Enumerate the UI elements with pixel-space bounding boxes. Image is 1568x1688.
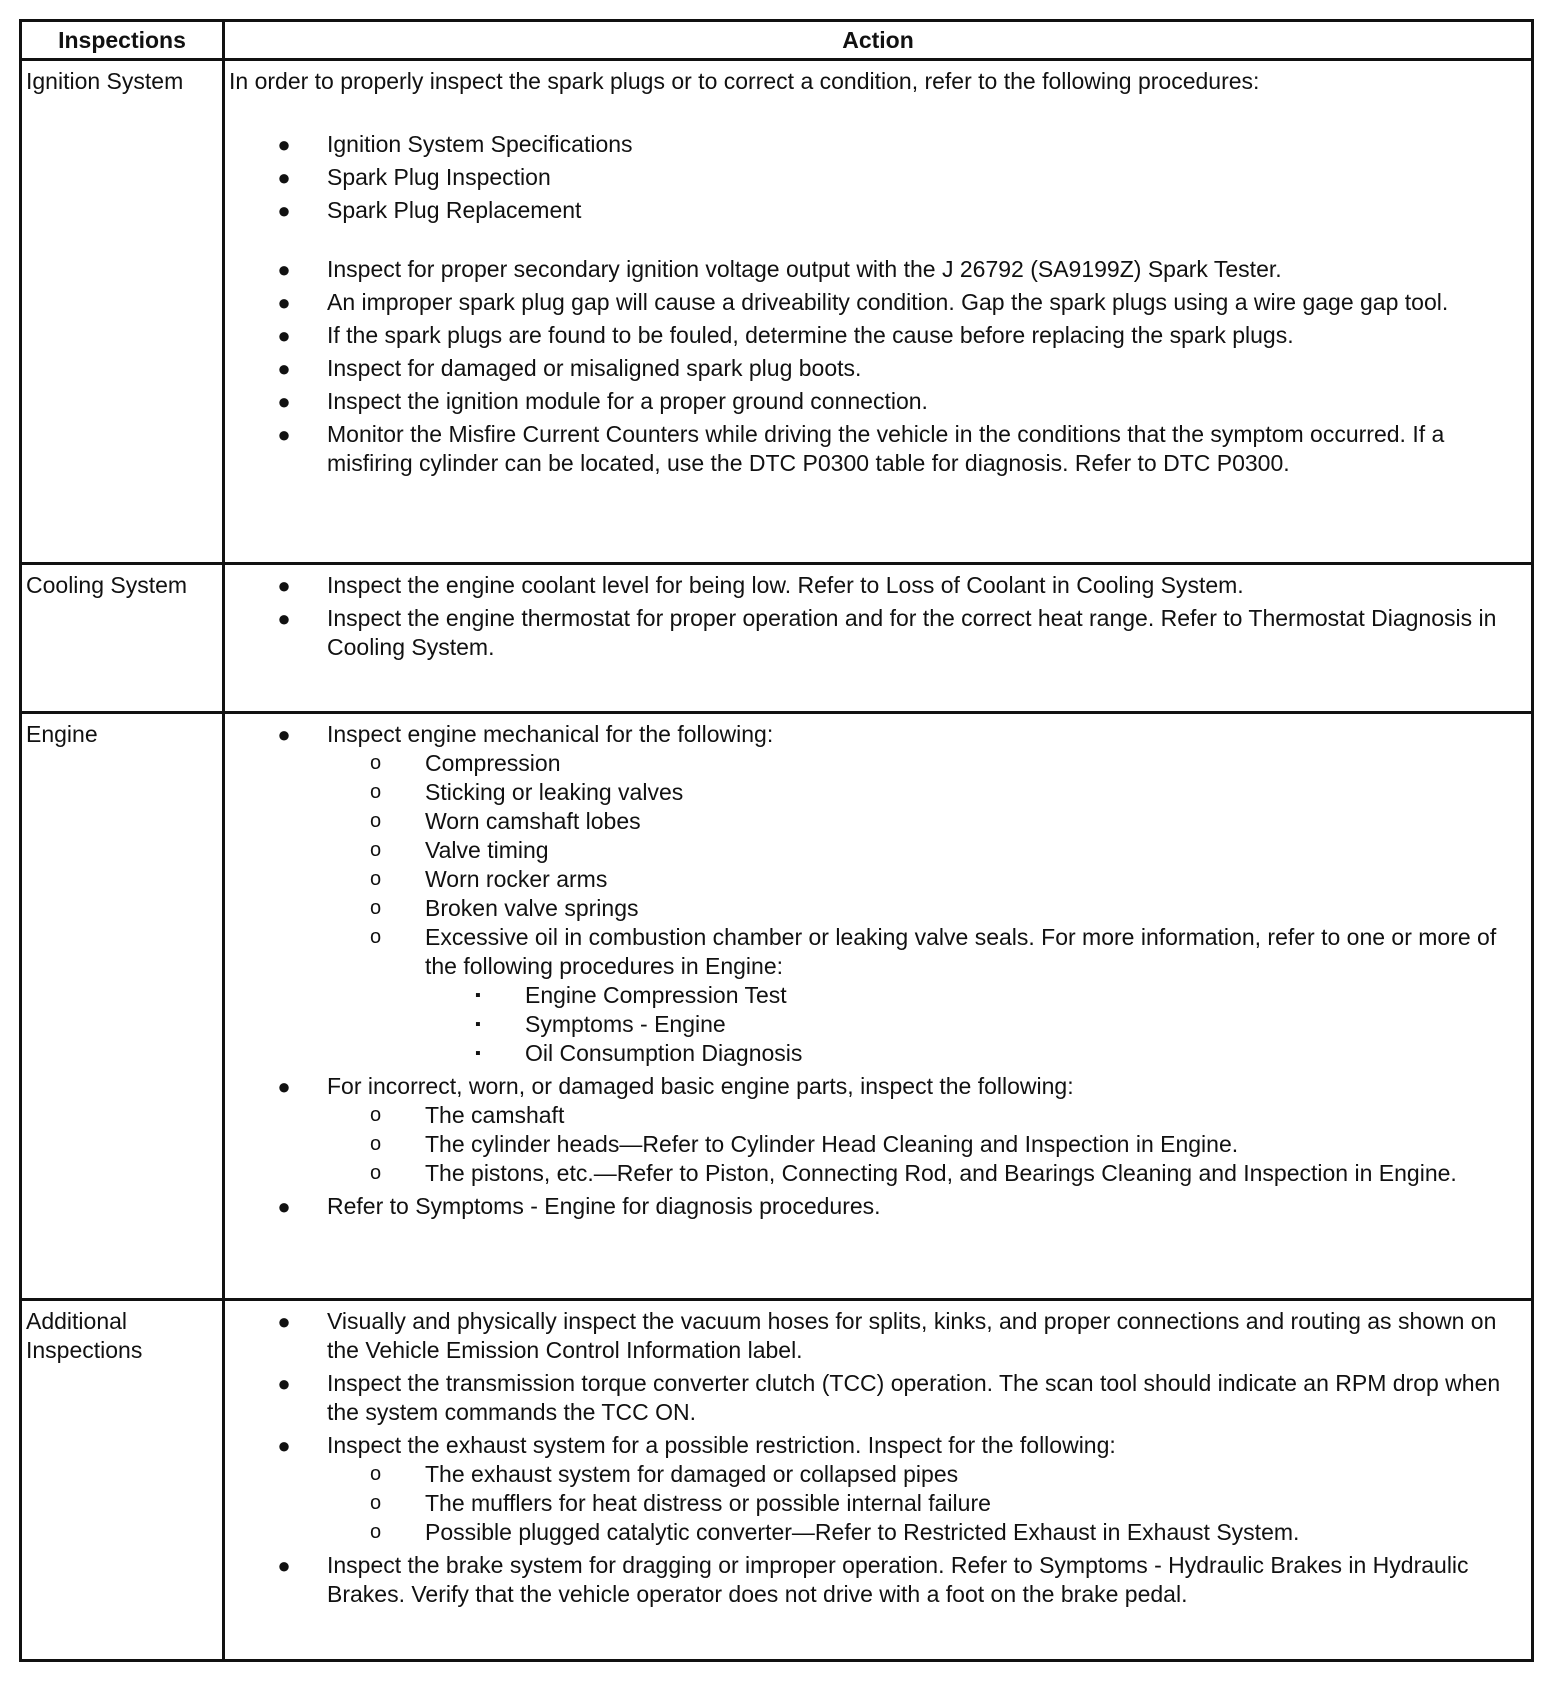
list-item (229, 604, 1527, 662)
list-item (229, 1192, 1527, 1221)
sub-sub-list-item (425, 981, 1527, 1010)
inspection-cell: Additional Inspections (21, 1300, 224, 1661)
list-item (229, 1072, 1527, 1188)
list-item-text: For incorrect, worn, or damaged basic engine parts, inspect the following: (327, 1073, 1074, 1099)
list-item-text: Inspect the ignition module for a proper ground connection. (327, 388, 928, 414)
circle-bullet-icon: o (370, 868, 382, 890)
sub-list-item (325, 1518, 1527, 1547)
inspection-cell: Cooling System (21, 564, 224, 713)
bullet-icon: ● (277, 257, 291, 282)
list-item (229, 255, 1527, 284)
bullet-icon: ● (277, 198, 291, 223)
header-action: Action (224, 21, 1533, 60)
sub-sub-list-item-text: Engine Compression Test (525, 982, 787, 1008)
list-item-text: Spark Plug Inspection (327, 164, 551, 190)
inspection-cell: Ignition System (21, 60, 224, 564)
list-item (229, 354, 1527, 383)
square-bullet-icon: ▪ (475, 1016, 481, 1033)
list-item-text: Inspect the engine coolant level for being low. Refer to Loss of Coolant in Cooling System. (327, 572, 1244, 598)
header-inspections: Inspections (21, 21, 224, 60)
circle-bullet-icon: o (370, 781, 382, 803)
sub-list-item-text: Sticking or leaking valves (425, 779, 684, 805)
list-item-text: Ignition System Specifications (327, 131, 633, 157)
procedure-list (229, 130, 1527, 225)
inspection-steps-list (229, 255, 1527, 478)
intro-text: In order to properly inspect the spark plugs or to correct a condition, refer to the following procedures: (229, 68, 1260, 94)
sub-list-item (325, 865, 1527, 894)
action-cell (224, 1300, 1533, 1661)
list-item-text: Inspect for proper secondary ignition voltage output with the J 26792 (SA9199Z) Spark Tester. (327, 256, 1282, 282)
list-item-text: Visually and physically inspect the vacuum hoses for splits, kinks, and proper connections and routing as shown on the Vehicle Emission Control Information label. (327, 1308, 1497, 1363)
list-item (229, 420, 1527, 478)
sub-list (327, 1101, 1527, 1188)
list-item (229, 387, 1527, 416)
bullet-icon: ● (277, 132, 291, 157)
sub-list-item-text: Possible plugged catalytic converter—Refer to Restricted Exhaust in Exhaust System. (425, 1519, 1300, 1545)
circle-bullet-icon: o (370, 1133, 382, 1155)
sub-sub-list (425, 981, 1527, 1068)
inspection-steps-list (229, 1307, 1527, 1609)
action-cell (224, 713, 1533, 1300)
bullet-icon: ● (277, 1553, 291, 1578)
bullet-icon: ● (277, 1194, 291, 1219)
list-item (229, 321, 1527, 350)
bullet-icon: ● (277, 323, 291, 348)
list-item (229, 1431, 1527, 1547)
sub-list-item-text: Broken valve springs (425, 895, 639, 921)
list-item (229, 571, 1527, 600)
list-item (229, 130, 1527, 159)
action-cell (224, 60, 1533, 564)
table-row (21, 1300, 1533, 1661)
bullet-icon: ● (277, 573, 291, 598)
sub-list-item (325, 1159, 1527, 1188)
sub-list-item (325, 923, 1527, 1068)
circle-bullet-icon: o (370, 926, 382, 948)
list-item-text: Spark Plug Replacement (327, 197, 582, 223)
table-row (21, 713, 1533, 1300)
list-item-text: Inspect the engine thermostat for proper operation and for the correct heat range. Refer to Thermostat Diagnosis in Cooling System. (327, 605, 1497, 660)
circle-bullet-icon: o (370, 1463, 382, 1485)
sub-list (327, 1460, 1527, 1547)
table-row (21, 564, 1533, 713)
sub-list-item (325, 836, 1527, 865)
sub-list-item (325, 749, 1527, 778)
list-item (229, 1307, 1527, 1365)
bullet-icon: ● (277, 422, 291, 447)
square-bullet-icon: ▪ (475, 987, 481, 1004)
sub-sub-list-item (425, 1039, 1527, 1068)
sub-list-item-text: Valve timing (425, 837, 549, 863)
circle-bullet-icon: o (370, 1162, 382, 1184)
sub-list-item-text: The cylinder heads—Refer to Cylinder Head Cleaning and Inspection in Engine. (425, 1131, 1239, 1157)
sub-list-item (325, 1130, 1527, 1159)
circle-bullet-icon: o (370, 1521, 382, 1543)
sub-list-item-text: Worn camshaft lobes (425, 808, 641, 834)
sub-list-item-text: The mufflers for heat distress or possible internal failure (425, 1490, 991, 1516)
list-item (229, 1551, 1527, 1609)
circle-bullet-icon: o (370, 1492, 382, 1514)
list-item-text: If the spark plugs are found to be fouled, determine the cause before replacing the spark plugs. (327, 322, 1294, 348)
sub-list-item-text: Excessive oil in combustion chamber or leaking valve seals. For more information, refer to one or more of the following procedures in Engine: (425, 924, 1497, 979)
sub-list-item (325, 807, 1527, 836)
sub-list-item (325, 1489, 1527, 1518)
bullet-icon: ● (277, 1433, 291, 1458)
circle-bullet-icon: o (370, 839, 382, 861)
bullet-icon: ● (277, 1309, 291, 1334)
sub-list-item (325, 1101, 1527, 1130)
list-item-text: Inspect the transmission torque converter clutch (TCC) operation. The scan tool should indicate an RPM drop when the system commands the TCC ON. (327, 1370, 1501, 1425)
sub-list-item (325, 778, 1527, 807)
list-item-text: Refer to Symptoms - Engine for diagnosis procedures. (327, 1193, 881, 1219)
list-item-text: Inspect for damaged or misaligned spark plug boots. (327, 355, 862, 381)
sub-list-item-text: The camshaft (425, 1102, 565, 1128)
circle-bullet-icon: o (370, 1104, 382, 1126)
inspection-steps-list (229, 720, 1527, 1221)
bullet-icon: ● (277, 1371, 291, 1396)
bullet-icon: ● (277, 606, 291, 631)
table-header-row (21, 21, 1533, 60)
sub-list-item (325, 894, 1527, 923)
sub-list-item-text: The exhaust system for damaged or collapsed pipes (425, 1461, 959, 1487)
list-item-text: An improper spark plug gap will cause a driveability condition. Gap the spark plugs using a wire gage gap tool. (327, 289, 1449, 315)
sub-list-item-text: Worn rocker arms (425, 866, 608, 892)
bullet-icon: ● (277, 389, 291, 414)
circle-bullet-icon: o (370, 897, 382, 919)
square-bullet-icon: ▪ (475, 1045, 481, 1062)
bullet-icon: ● (277, 356, 291, 381)
sub-sub-list-item-text: Oil Consumption Diagnosis (525, 1040, 803, 1066)
sub-sub-list-item-text: Symptoms - Engine (525, 1011, 726, 1037)
action-cell (224, 564, 1533, 713)
inspection-steps-list (229, 571, 1527, 662)
list-item-text: Inspect engine mechanical for the following: (327, 721, 774, 747)
sub-list-item-text: Compression (425, 750, 561, 776)
list-item (229, 1369, 1527, 1427)
bullet-icon: ● (277, 290, 291, 315)
list-item (229, 720, 1527, 1068)
sub-list (327, 749, 1527, 1068)
inspection-cell: Engine (21, 713, 224, 1300)
list-item-text: Monitor the Misfire Current Counters while driving the vehicle in the conditions that the symptom occurred. If a misfiring cylinder can be located, use the DTC P0300 table for diagnosis. Refer to DTC P0300. (327, 421, 1445, 476)
sub-list-item (325, 1460, 1527, 1489)
inspection-table (19, 19, 1534, 1662)
list-item (229, 196, 1527, 225)
list-item-text: Inspect the exhaust system for a possible restriction. Inspect for the following: (327, 1432, 1116, 1458)
list-item (229, 288, 1527, 317)
list-item-text: Inspect the brake system for dragging or improper operation. Refer to Symptoms - Hydraulic Brakes in Hydraulic Brakes. Verify that the vehicle operator does not drive with a foot on the brake pedal. (327, 1552, 1469, 1607)
bullet-icon: ● (277, 165, 291, 190)
list-item (229, 163, 1527, 192)
bullet-icon: ● (277, 1074, 291, 1099)
bullet-icon: ● (277, 722, 291, 747)
table-row (21, 60, 1533, 564)
circle-bullet-icon: o (370, 752, 382, 774)
circle-bullet-icon: o (370, 810, 382, 832)
sub-sub-list-item (425, 1010, 1527, 1039)
sub-list-item-text: The pistons, etc.—Refer to Piston, Connecting Rod, and Bearings Cleaning and Inspection in Engine. (425, 1160, 1457, 1186)
